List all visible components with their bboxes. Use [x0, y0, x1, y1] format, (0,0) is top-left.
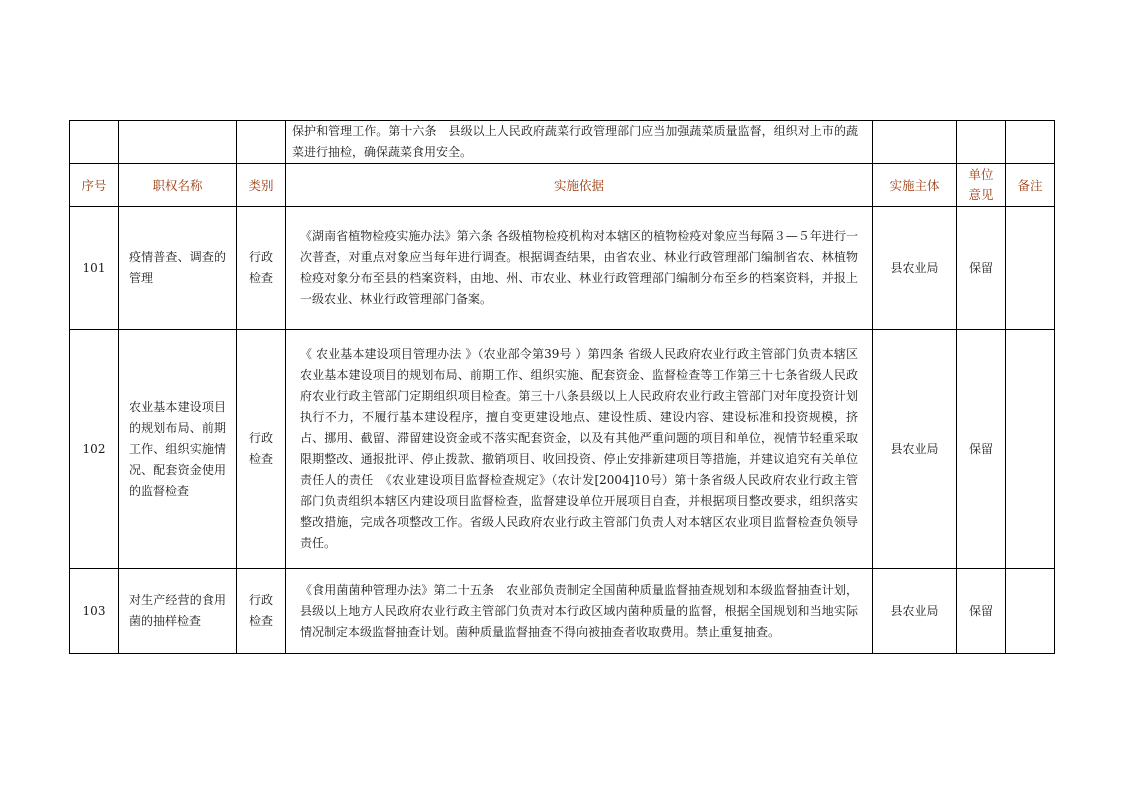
row-type-line1: 行政 — [248, 593, 273, 607]
row-type — [237, 330, 286, 569]
table-row — [70, 569, 1055, 654]
row-remark — [1006, 330, 1055, 569]
header-opinion-line2: 意见 — [968, 187, 994, 202]
header-opinion-line1: 单位 — [968, 167, 994, 182]
header-subject: 实施主体 — [873, 164, 957, 207]
row-name: 疫情普查、调查的管理 — [119, 207, 237, 330]
row-no: 102 — [70, 330, 119, 569]
row-opinion: 保留 — [957, 569, 1006, 654]
header-no: 序号 — [70, 164, 119, 207]
row-opinion: 保留 — [957, 330, 1006, 569]
continuation-basis-cell: 保护和管理工作。第十六条 县级以上人民政府蔬菜行政管理部门应当加强蔬菜质量监督，组织对上市的蔬菜进行抽检，确保蔬菜食用安全。 — [286, 121, 873, 164]
row-subject: 县农业局 — [873, 330, 957, 569]
header-type: 类别 — [237, 164, 286, 207]
row-type-line1: 行政 — [248, 250, 273, 264]
row-basis: 《湖南省植物检疫实施办法》第六条 各级植物检疫机构对本辖区的植物检疫对象应当每隔３—５年进行一次普查，对重点对象应当每年进行调查。根据调查结果，由省农业、林业行政管理部门编制省农、林植物检疫对象分布至县的档案资料，由地、州、市农业、林业行政管理部门编制分布至乡的档案资料，并报上一级农业、林业行政管理部门备案。 — [286, 207, 873, 330]
duty-table — [69, 120, 1055, 654]
continuation-subject-cell — [873, 121, 957, 164]
header-basis: 实施依据 — [286, 164, 873, 207]
row-type — [237, 569, 286, 654]
row-remark — [1006, 207, 1055, 330]
row-no: 103 — [70, 569, 119, 654]
continuation-type-cell — [237, 121, 286, 164]
row-type-line1: 行政 — [248, 431, 273, 445]
row-type-line2: 检查 — [248, 614, 273, 628]
continuation-name-cell — [119, 121, 237, 164]
continuation-remark-cell — [1006, 121, 1055, 164]
table-row — [70, 207, 1055, 330]
table-row — [70, 330, 1055, 569]
continuation-row — [70, 121, 1055, 164]
row-name: 对生产经营的食用菌的抽样检查 — [119, 569, 237, 654]
continuation-opinion-cell — [957, 121, 1006, 164]
row-type-line2: 检查 — [248, 271, 273, 285]
header-name: 职权名称 — [119, 164, 237, 207]
row-name: 农业基本建设项目的规划布局、前期工作、组织实施情况、配套资金使用的监督检查 — [119, 330, 237, 569]
row-type — [237, 207, 286, 330]
header-remark: 备注 — [1006, 164, 1055, 207]
row-opinion: 保留 — [957, 207, 1006, 330]
row-basis: 《 农业基本建设项目管理办法 》（农业部令第39号 ）第四条 省级人民政府农业行政主管部门负责本辖区农业基本建设项目的规划布局、前期工作、组织实施、配套资金、监督检查等工作第三十七条省级人民政府农业行政主管部门定期组织项目检查。第三十八条县级以上人民政府农业行政主管部门对年度投资计划执行不力，不履行基本建设程序，擅自变更建设地点、建设性质、建设内容、建设标准和投资规模，挤占、挪用、截留、滞留建设资金或不落实配套资金，以及有其他严重问题的项目和单位，视情节轻重采取限期整改、通报批评、停止拨款、撤销项目、收回投资、停止安排新建项目等措施，并建议追究有关单位责任人的责任 《农业建设项目监督检查规定》（农计发[2004]10号）第十条省级人民政府农业行政主管部门负责组织本辖区内建设项目监督检查，监督建设单位开展项目自查，并根据项目整改要求，组织落实整改措施，完成各项整改工作。省级人民政府农业行政主管部门负责人对本辖区农业项目监督检查负领导责任。 — [286, 330, 873, 569]
row-subject: 县农业局 — [873, 569, 957, 654]
row-type-line2: 检查 — [248, 452, 273, 466]
row-remark — [1006, 569, 1055, 654]
header-opinion — [957, 164, 1006, 207]
header-row — [70, 164, 1055, 207]
row-basis: 《食用菌菌种管理办法》第二十五条 农业部负责制定全国菌种质量监督抽查规划和本级监督抽查计划，县级以上地方人民政府农业行政主管部门负责对本行政区域内菌种质量的监督，根据全国规划和当地实际情况制定本级监督抽查计划。菌种质量监督抽查不得向被抽查者收取费用。禁止重复抽查。 — [286, 569, 873, 654]
continuation-no-cell — [70, 121, 119, 164]
row-subject: 县农业局 — [873, 207, 957, 330]
row-no: 101 — [70, 207, 119, 330]
